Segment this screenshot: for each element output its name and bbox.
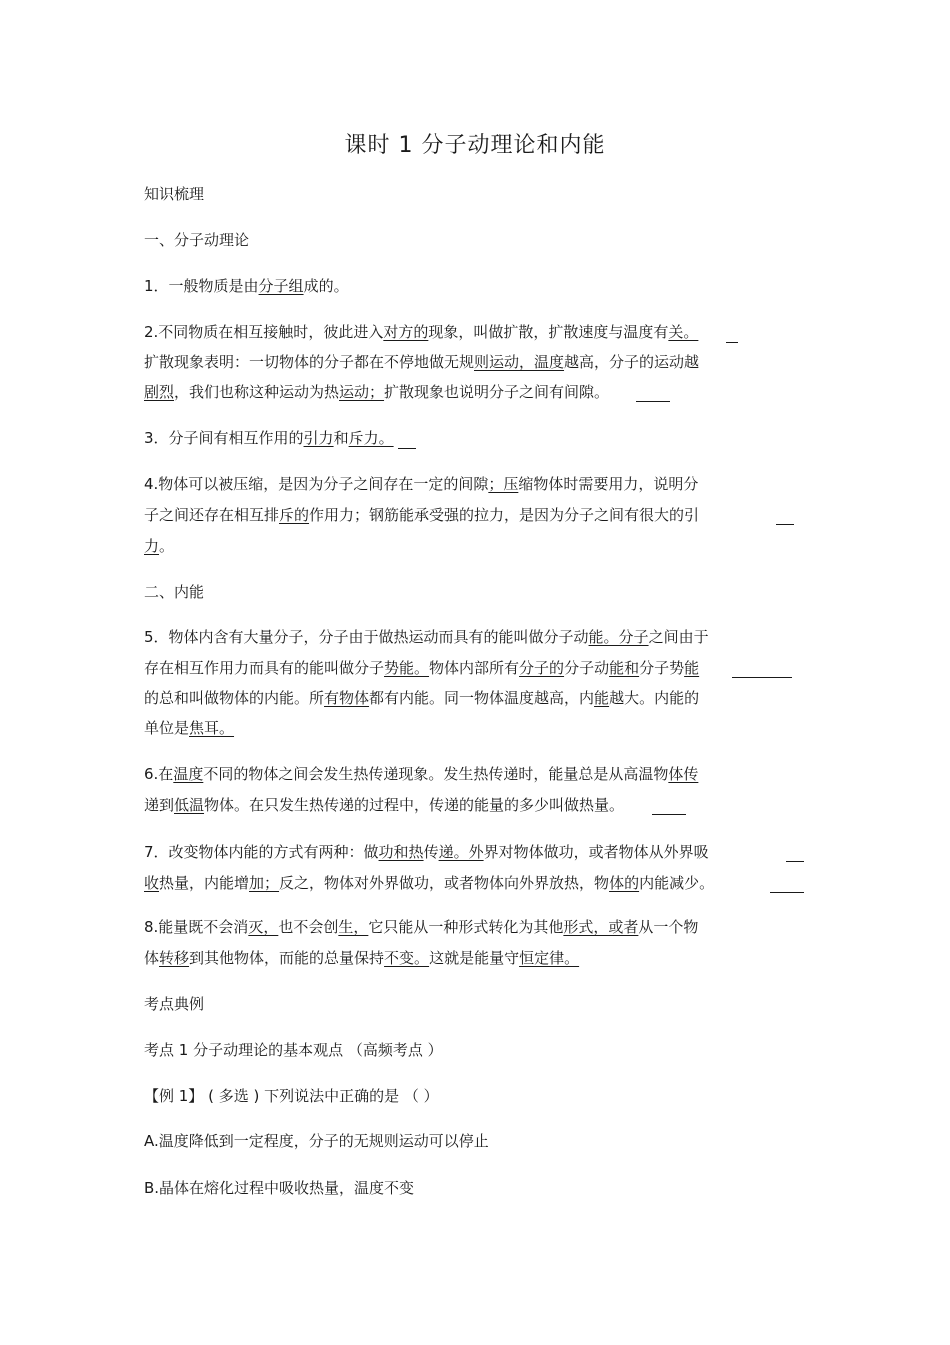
option-b: B.晶体在熔化过程中吸收热量，温度不变	[144, 1179, 415, 1197]
section-molecular-theory-heading: 一、分子动理论	[144, 231, 250, 249]
answer-blank	[786, 861, 804, 862]
item-8-line-2: 体转移到其他物体，而能的总量保持不变。这就是能量守恒定律。	[144, 949, 580, 967]
item-5-line-2: 存在相互作用力而具有的能叫做分子势能。物体内部所有分子的分子动能和分子势能	[144, 659, 700, 677]
item-1: 1．一般物质是由分子组成的。	[144, 277, 349, 295]
answer-blank	[398, 448, 416, 449]
item-5-line-1: 5．物体内含有大量分子，分子由于做热运动而具有的能叫做分子动能。分子之间由于	[144, 628, 709, 646]
item-5-line-3: 的总和叫做物体的内能。所有物体都有内能。同一物体温度越高，内能越大。内能的	[144, 689, 700, 707]
item-2-line-3: 剧烈，我们也称这种运动为热运动；扩散现象也说明分子之间有间隙。	[144, 383, 610, 401]
item-5-line-4: 单位是焦耳。	[144, 719, 235, 737]
exam-point-1-heading: 考点 1 分子动理论的基本观点 （高频考点 ）	[144, 1041, 443, 1059]
item-4-line-3: 力。	[144, 537, 175, 555]
option-a: A.温度降低到一定程度，分子的无规则运动可以停止	[144, 1132, 489, 1150]
answer-blank	[776, 524, 794, 525]
item-7-line-2: 收热量，内能增加；反之，物体对外界做功，或者物体向外界放热，物体的内能减少。	[144, 874, 715, 892]
item-6-line-2: 递到低温物体。在只发生热传递的过程中，传递的能量的多少叫做热量。	[144, 796, 625, 814]
section-examples-heading: 考点典例	[144, 995, 205, 1013]
item-4-line-2: 子之间还存在相互排斥的作用力；钢筋能承受强的拉力，是因为分子之间有很大的引	[144, 506, 700, 524]
answer-blank	[732, 677, 792, 678]
item-3: 3．分子间有相互作用的引力和斥力。	[144, 429, 394, 447]
section-internal-energy-heading: 二、内能	[144, 583, 205, 601]
item-2-line-2: 扩散现象表明：一切物体的分子都在不停地做无规则运动，温度越高，分子的运动越	[144, 353, 700, 371]
section-knowledge-heading: 知识梳理	[144, 185, 205, 203]
answer-blank	[636, 401, 670, 402]
answer-blank	[726, 342, 738, 343]
item-4-line-1: 4.物体可以被压缩，是因为分子之间存在一定的间隙；压缩物体时需要用力，说明分	[144, 475, 699, 493]
page-title: 课时 1 分子动理论和内能	[344, 133, 606, 158]
item-7-line-1: 7．改变物体内能的方式有两种：做功和热传递。外界对物体做功，或者物体从外界吸	[144, 843, 709, 861]
answer-blank	[770, 892, 804, 893]
example-1-question: 【例 1】 ( 多选 ) 下列说法中正确的是 （ ）	[144, 1087, 439, 1105]
item-2-line-1: 2.不同物质在相互接触时，彼此进入对方的现象，叫做扩散，扩散速度与温度有关。	[144, 323, 699, 341]
item-6-line-1: 6.在温度不同的物体之间会发生热传递现象。发生热传递时，能量总是从高温物体传	[144, 765, 699, 783]
answer-blank	[652, 814, 686, 815]
item-8-line-1: 8.能量既不会消灭，也不会创生，它只能从一种形式转化为其他形式，或者从一个物	[144, 918, 699, 936]
